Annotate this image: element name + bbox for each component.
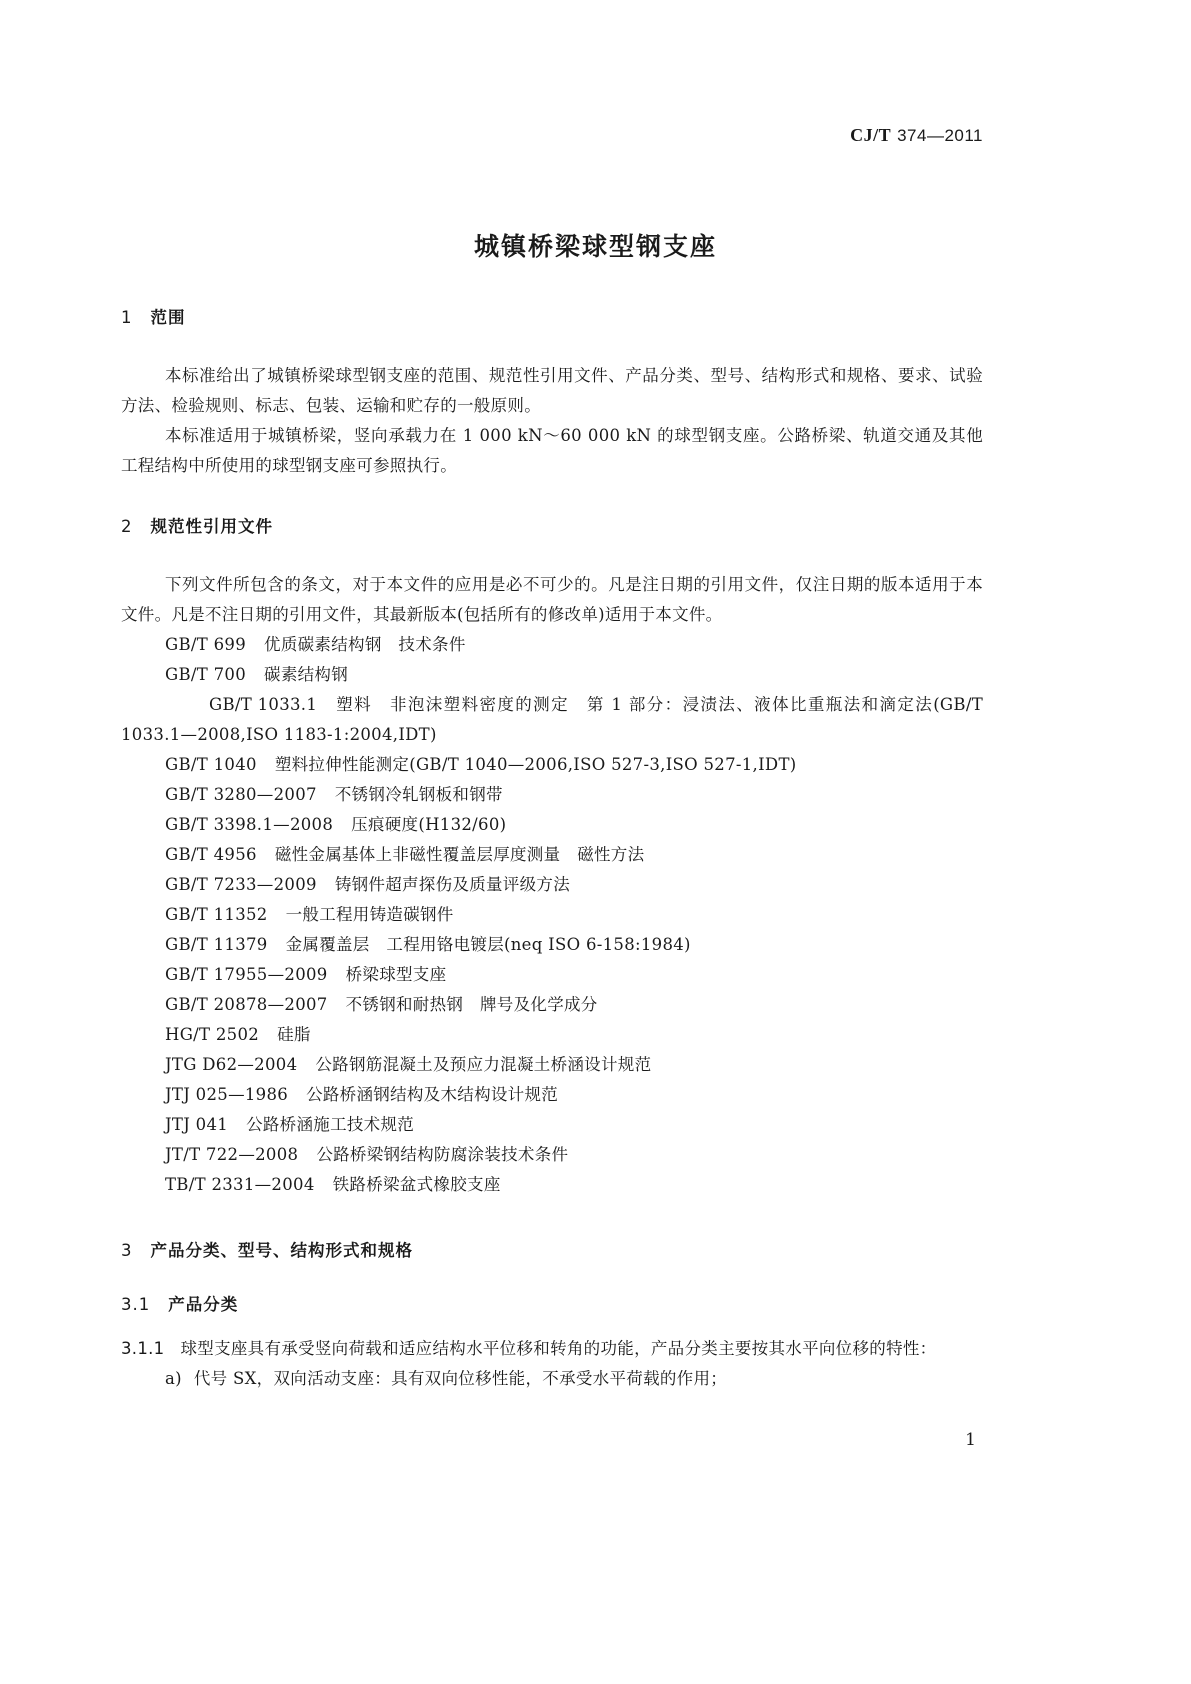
section-title: 产品分类、型号、结构形式和规格 (150, 1241, 413, 1260)
reference-title: 公路钢筋混凝土及预应力混凝土桥涵设计规范 (315, 1055, 652, 1074)
reference-code: GB/T 11379 (165, 935, 268, 954)
reference-code: GB/T 1040 (165, 755, 257, 774)
reference-item (121, 960, 983, 990)
reference-title: 一般工程用铸造碳钢件 (285, 905, 454, 924)
reference-code: GB/T 3280—2007 (165, 785, 317, 804)
section-3-heading (121, 1236, 413, 1266)
reference-code: HG/T 2502 (165, 1025, 260, 1044)
reference-item (121, 900, 983, 930)
reference-code: JTG D62—2004 (165, 1055, 298, 1074)
reference-title: 塑料拉伸性能测定(GB/T 1040—2006,ISO 527-3,ISO 527-1,IDT) (274, 755, 797, 774)
standard-code-number: 374—2011 (897, 126, 983, 145)
reference-code: GB/T 4956 (165, 845, 257, 864)
reference-code: GB/T 1033.1 (209, 695, 318, 714)
reference-title: 金属覆盖层 工程用铬电镀层(neq ISO 6-158:1984) (285, 935, 691, 954)
reference-code: JTJ 025—1986 (165, 1085, 289, 1104)
reference-item (121, 1020, 983, 1050)
section-number: 3 (121, 1241, 133, 1260)
section-2-heading (121, 512, 273, 542)
list-marker: a) (165, 1369, 182, 1388)
reference-item (121, 990, 983, 1020)
section-title: 规范性引用文件 (150, 517, 273, 536)
paragraph: 下列文件所包含的条文，对于本文件的应用是必不可少的。凡是注日期的引用文件，仅注日期的版本适用于本文件。凡是不注日期的引用文件，其最新版本(包括所有的修改单)适用于本文件。 (121, 575, 983, 624)
reference-item (121, 1080, 983, 1110)
reference-title: 桥梁球型支座 (345, 965, 447, 984)
reference-item (121, 1050, 983, 1080)
reference-item (121, 1170, 983, 1200)
reference-code: GB/T 700 (165, 665, 247, 684)
clause-number: 3.1.1 (121, 1339, 165, 1358)
reference-item (121, 840, 983, 870)
paragraph: 本标准适用于城镇桥梁，竖向承载力在 1 000 kN～60 000 kN 的球型钢支座。公路桥梁、轨道交通及其他工程结构中所使用的球型钢支座可参照执行。 (121, 426, 983, 475)
reference-title: 公路桥涵钢结构及木结构设计规范 (306, 1085, 559, 1104)
reference-title: 不锈钢和耐热钢 牌号及化学成分 (345, 995, 598, 1014)
reference-title: 铸钢件超声探伤及质量评级方法 (334, 875, 571, 894)
section-1-body (121, 361, 983, 481)
section-title: 范围 (150, 308, 186, 327)
reference-title: 公路桥涵施工技术规范 (246, 1115, 415, 1134)
reference-code: GB/T 699 (165, 635, 247, 654)
section-number: 1 (121, 308, 133, 327)
document-title: 城镇桥梁球型钢支座 (473, 232, 717, 261)
reference-item (121, 1110, 983, 1140)
reference-title: 优质碳素结构钢 技术条件 (264, 635, 466, 654)
list-item-text: 代号 SX，双向活动支座：具有双向位移性能，不承受水平荷载的作用； (193, 1369, 728, 1388)
reference-code: TB/T 2331—2004 (165, 1175, 315, 1194)
section-number: 2 (121, 517, 133, 536)
reference-item (121, 750, 983, 780)
reference-code: GB/T 17955—2009 (165, 965, 328, 984)
page-number: 1 (965, 1430, 976, 1450)
section-3-1-heading (121, 1290, 238, 1320)
reference-code: GB/T 7233—2009 (165, 875, 317, 894)
normative-reference-list (121, 630, 983, 1200)
reference-code: GB/T 20878—2007 (165, 995, 328, 1014)
reference-code: GB/T 3398.1—2008 (165, 815, 334, 834)
reference-title: 磁性金属基体上非磁性覆盖层厚度测量 磁性方法 (274, 845, 645, 864)
reference-title: 铁路桥梁盆式橡胶支座 (332, 1175, 501, 1194)
section-3-1-1-body (121, 1334, 983, 1394)
reference-item (121, 690, 983, 750)
reference-item (121, 870, 983, 900)
reference-item (121, 930, 983, 960)
reference-code: GB/T 11352 (165, 905, 268, 924)
reference-item (121, 630, 983, 660)
reference-item (121, 780, 983, 810)
section-2-body (121, 570, 983, 1200)
reference-code: JT/T 722—2008 (165, 1145, 299, 1164)
reference-item (121, 1140, 983, 1170)
reference-item (121, 660, 983, 690)
clause-text: 球型支座具有承受竖向荷载和适应结构水平位移和转角的功能，产品分类主要按其水平向位移的特性： (180, 1339, 937, 1358)
reference-title: 不锈钢冷轧钢板和钢带 (334, 785, 503, 804)
section-1-heading (121, 303, 186, 333)
reference-code: JTJ 041 (165, 1115, 229, 1134)
reference-title: 塑料 非泡沫塑料密度的测定 第 1 部分：浸渍法、液体比重瓶法和滴定法(GB/T 1033.1—2008,ISO 1183-1:2004,IDT) (121, 695, 983, 744)
reference-title: 碳素结构钢 (264, 665, 349, 684)
section-number: 3.1 (121, 1295, 151, 1314)
reference-title: 压痕硬度(H132/60) (351, 815, 507, 834)
clause-3-1-1 (121, 1334, 983, 1364)
reference-title: 硅脂 (277, 1025, 311, 1044)
paragraph: 本标准给出了城镇桥梁球型钢支座的范围、规范性引用文件、产品分类、型号、结构形式和规格、要求、试验方法、检验规则、标志、包装、运输和贮存的一般原则。 (121, 366, 983, 415)
reference-item (121, 810, 983, 840)
classification-item (121, 1364, 983, 1394)
standard-code-prefix: CJ/T (850, 125, 892, 145)
reference-title: 公路桥梁钢结构防腐涂装技术条件 (316, 1145, 569, 1164)
standard-code (850, 125, 983, 146)
section-title: 产品分类 (168, 1295, 239, 1314)
